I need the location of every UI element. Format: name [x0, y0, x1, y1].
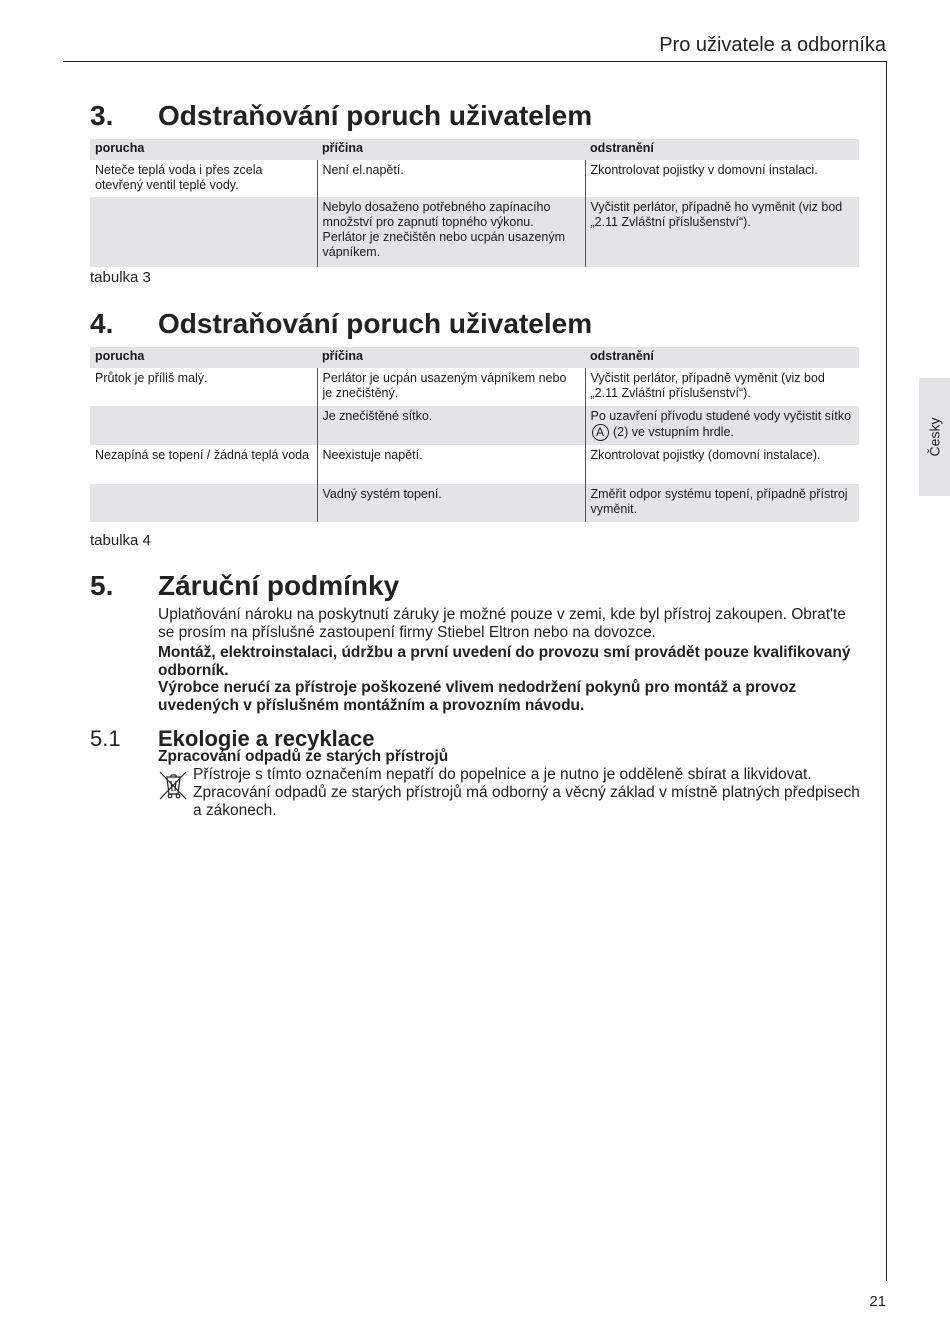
column-header: příčina [317, 139, 585, 160]
section-number: 4. [90, 308, 114, 339]
section-number: 3. [90, 100, 114, 131]
table-cell: Vadný systém topení. [317, 484, 585, 522]
cell-text: Po uzavření přívodu studené vody vyčistit sítko [590, 409, 852, 423]
table-row [90, 368, 859, 406]
language-tab [919, 378, 950, 496]
right-margin-rule [886, 61, 887, 1281]
table-cell: Nezapíná se topení / žádná teplá voda [95, 448, 310, 462]
header-rule [63, 61, 887, 62]
table-caption: tabulka 4 [90, 532, 151, 549]
column-header: odstranění [585, 139, 859, 160]
fault-table-4 [90, 347, 859, 522]
table-cell: Vyčistit perlátor, případně ho vyměnit (viz bod „2.11 Zvláštní příslušenství“). [585, 197, 859, 267]
language-tab-label: Česky [926, 417, 943, 457]
table-cell [90, 484, 317, 522]
table-cell: Není el.napětí. [317, 160, 585, 197]
table-row [90, 445, 859, 484]
crossed-bin-icon [158, 769, 188, 801]
table-cell [90, 406, 317, 445]
column-header: porucha [90, 139, 317, 160]
table-row [90, 406, 859, 445]
table-row [90, 197, 859, 267]
recycling-subheading: Zpracování odpadů ze starých přístrojů [158, 748, 449, 765]
table-row [90, 160, 859, 197]
table-header-row [90, 347, 859, 368]
table-cell: Neexistuje napětí. [317, 445, 585, 484]
position-marker: A [592, 424, 609, 441]
table-cell: Neteče teplá voda i přes zcela otevřený ventil teplé vody. [95, 163, 263, 192]
header-title: Pro uživatele a odborníka [659, 34, 886, 56]
table-cell: Perlátor je ucpán usazeným vápníkem nebo je znečištěný. [317, 368, 585, 406]
table-cell: Zkontrolovat pojistky v domovní instalaci. [585, 160, 859, 197]
section-title: Ekologie a recyklace [158, 726, 375, 751]
section-title: Odstraňování poruch uživatelem [158, 308, 593, 339]
column-header: odstranění [585, 347, 859, 368]
table-caption: tabulka 3 [90, 269, 151, 286]
table-row [90, 484, 859, 522]
fault-table-3 [90, 139, 859, 267]
liability-notice: Výrobce nerućí za přístroje poškozené vlivem nedodržení pokynů pro montáž a provoz uvedených v příslušném montážním a provozním návodu. [158, 679, 797, 714]
table-cell: Změřit odpor systému topení, případně přístroj vyměnit. [585, 484, 859, 522]
column-header: porucha [90, 347, 317, 368]
section-5-heading [90, 570, 399, 602]
section-number: 5. [90, 570, 114, 601]
installation-notice: Montáž, elektroinstalaci, údržbu a první uvedení do provozu smí provádět pouze kvalifikovaný odborník. [158, 644, 851, 679]
table-cell: Vyčistit perlátor, případně vyměnit (viz bod „2.11 Zvláštní příslušenství“). [585, 368, 859, 406]
table-cell: Je znečištěné sítko. [317, 406, 585, 445]
table-cell: Nebylo dosaženo potřebného zapínacího množství pro zapnutí topného výkonu. Perlátor je znečištěn nebo ucpán usazeným vápníkem. [317, 197, 585, 267]
table-cell: Průtok je příliš malý. [95, 371, 208, 385]
table-cell [90, 197, 317, 267]
warranty-paragraph: Uplatňování nároku na poskytnutí záruky je možné pouze v zemi, kde byl přístroj zakoupen. Obrat'te se prosím na příslušné zastoupení firmy Stiebel Eltron nebo na dovozce. [158, 606, 846, 641]
table-cell: Zkontrolovat pojistky (domovní instalace). [585, 445, 859, 484]
column-header: příčina [317, 347, 585, 368]
page-number: 21 [869, 1293, 886, 1310]
section-title: Záruční podmínky [158, 570, 400, 601]
section-4-heading [90, 308, 592, 340]
section-3-heading [90, 100, 592, 132]
section-number: 5.1 [90, 726, 121, 751]
table-cell [585, 406, 859, 445]
recycling-text: Přístroje s tímto označením nepatří do popelnice a je nutno je odděleně sbírat a likvidovat. Zpracování odpadů ze starých přístrojů má odborný a věcný základ v místně platných předpisech a zákonech. [193, 766, 860, 819]
cell-text: (2) ve vstupním hrdle. [612, 425, 734, 439]
table-header-row [90, 139, 859, 160]
section-title: Odstraňování poruch uživatelem [158, 100, 593, 131]
